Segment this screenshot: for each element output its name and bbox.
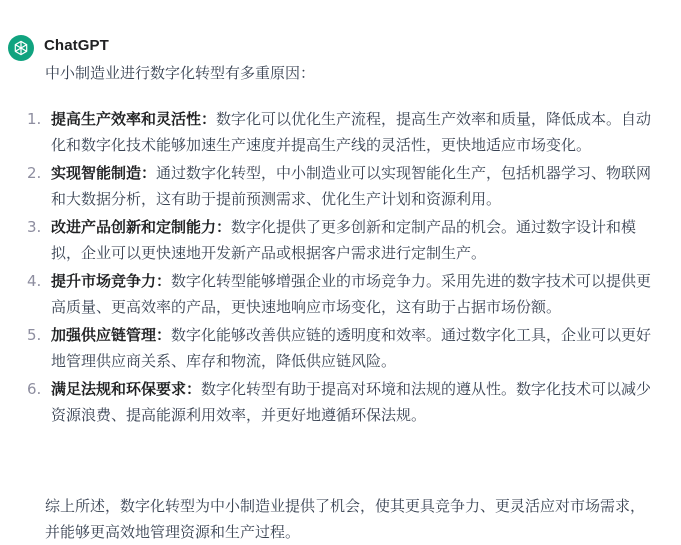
chatgpt-avatar [8, 35, 34, 61]
item-text: 数字化可以优化生产流程，提高生产效率和质量，降低成本。自动化和数字化技术能够加速生产速度并提高生产线的灵活性，更快地适应市场变化。 [51, 110, 652, 154]
item-title: 满足法规和环保要求： [51, 380, 202, 398]
item-text: 数字化转型能够增强企业的市场竞争力。采用先进的数字技术可以提供更高质量、更高效率的产品，更快速地响应市场变化，这有助于占据市场份额。 [51, 272, 652, 316]
item-text: 数字化转型有助于提高对环境和法规的遵从性。数字化技术可以减少资源浪费、提高能源利用效率，并更好地遵循环保法规。 [51, 380, 652, 424]
item-title: 加强供应链管理： [51, 326, 172, 344]
item-text: 数字化能够改善供应链的透明度和效率。通过数字化工具，企业可以更好地管理供应商关系、库存和物流，降低供应链风险。 [51, 326, 652, 370]
item-title: 改进产品创新和定制能力： [51, 218, 232, 236]
reasons-list [23, 106, 663, 430]
list-item [23, 322, 663, 374]
item-text: 数字化提供了更多创新和定制产品的机会。通过数字设计和模拟，企业可以更快速地开发新产品或根据客户需求进行定制生产。 [51, 218, 637, 262]
list-number: 2. [27, 164, 42, 182]
list-item [23, 214, 663, 266]
list-number: 6. [27, 380, 42, 398]
item-title: 提升市场竞争力： [51, 272, 172, 290]
item-title: 提高生产效率和灵活性： [51, 110, 217, 128]
list-item [23, 160, 663, 212]
list-number: 4. [27, 272, 42, 290]
intro-text: 中小制造业进行数字化转型有多重原因： [45, 64, 316, 82]
list-item [23, 376, 663, 428]
openai-logo-icon [12, 39, 30, 57]
list-number: 3. [27, 218, 42, 236]
list-item [23, 268, 663, 320]
list-number: 1. [27, 110, 42, 128]
summary-text: 综上所述，数字化转型为中小制造业提供了机会，使其更具竞争力、更灵活应对市场需求，并能够更高效地管理资源和生产过程。 [45, 497, 646, 541]
author-name: ChatGPT [44, 37, 109, 54]
item-title: 实现智能制造： [51, 164, 157, 182]
list-number: 5. [27, 326, 42, 344]
item-text: 通过数字化转型，中小制造业可以实现智能化生产，包括机器学习、物联网和大数据分析，这有助于提前预测需求、优化生产计划和资源利用。 [51, 164, 652, 208]
list-item [23, 106, 663, 158]
